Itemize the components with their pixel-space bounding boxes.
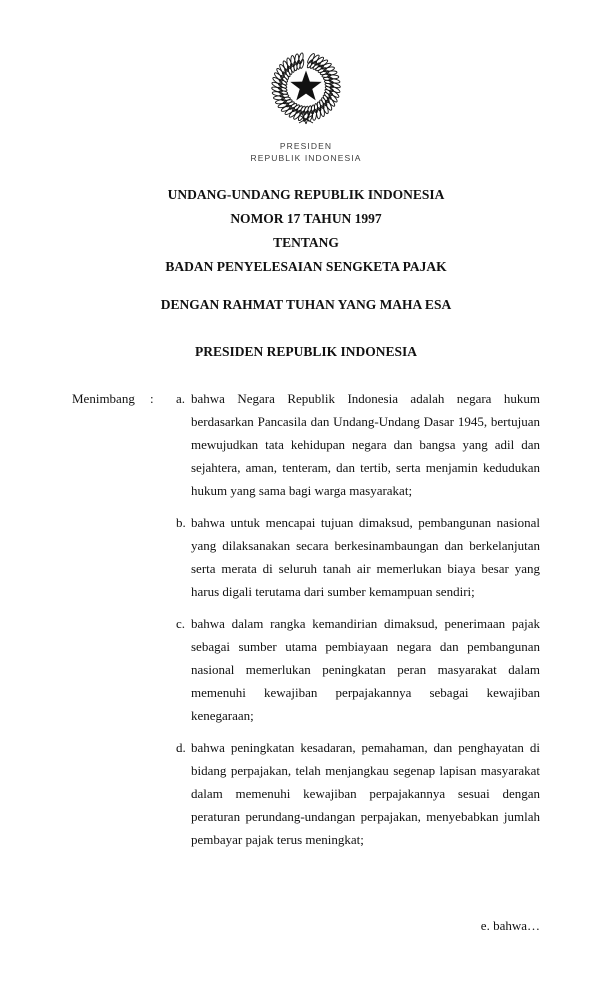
item-marker: a. <box>176 391 186 406</box>
consideration-item-a <box>176 387 540 502</box>
invocation-line: DENGAN RAHMAT TUHAN YANG MAHA ESA <box>160 297 452 312</box>
emblem-block <box>0 52 612 164</box>
page-catchword: e. bahwa… <box>480 918 540 933</box>
consideration-item-b <box>176 511 540 603</box>
emblem-caption-line1: PRESIDEN <box>279 141 333 151</box>
consideration-item-d <box>176 736 540 851</box>
item-text: bahwa dalam rangka kemandirian dimaksud, penerimaan pajak sebagai sumber utama pembiayaan negara dan pembangunan nasional memerlukan peningkatan peran masyarakat dalam memenuhi kewajiban perpajakannya sebagai kewajiban kenegaraan; <box>191 616 540 723</box>
item-marker: b. <box>176 515 186 530</box>
title-line-tentang: TENTANG <box>273 235 339 250</box>
emblem-caption-line2: REPUBLIK INDONESIA <box>250 152 362 163</box>
menimbang-label: Menimbang <box>72 391 135 406</box>
document-title <box>0 183 612 279</box>
title-line-number: NOMOR 17 TAHUN 1997 <box>230 211 382 226</box>
title-line-subject: BADAN PENYELESAIAN SENGKETA PAJAK <box>165 259 447 274</box>
star-wreath-emblem-icon <box>265 52 347 130</box>
item-marker: c. <box>176 616 186 631</box>
item-marker: d. <box>176 740 186 755</box>
item-text: bahwa Negara Republik Indonesia adalah negara hukum berdasarkan Pancasila dan Undang-Undang Dasar 1945, bertujuan mewujudkan tata kehidupan negara dan bangsa yang adil dan sejahtera, aman, tenteram, dan tertib, serta menjamin kedudukan hukum yang sama bagi warga masyarakat; <box>191 391 540 498</box>
authority-line: PRESIDEN REPUBLIK INDONESIA <box>194 344 418 359</box>
item-text: bahwa peningkatan kesadaran, pemahaman, dan penghayatan di bidang perpajakan, telah menjangkau segenap lapisan masyarakat dalam memenuhi kewajiban perpajakannya sesuai dengan peraturan perundang-undangan perpajakan, menyebabkan jumlah pembayar pajak terus meningkat; <box>191 740 540 847</box>
menimbang-section <box>72 387 540 851</box>
title-line-law: UNDANG-UNDANG REPUBLIK INDONESIA <box>167 187 445 202</box>
emblem-caption <box>0 141 612 164</box>
item-text: bahwa untuk mencapai tujuan dimaksud, pembangunan nasional yang dilaksanakan secara berkesinambaungan dan berkelanjutan serta merata di seluruh tanah air memerlukan biaya besar yang harus digali terutama dari sumber kemampuan sendiri; <box>191 515 540 599</box>
menimbang-colon: : <box>150 391 154 406</box>
menimbang-items <box>176 387 540 851</box>
consideration-item-c <box>176 612 540 727</box>
